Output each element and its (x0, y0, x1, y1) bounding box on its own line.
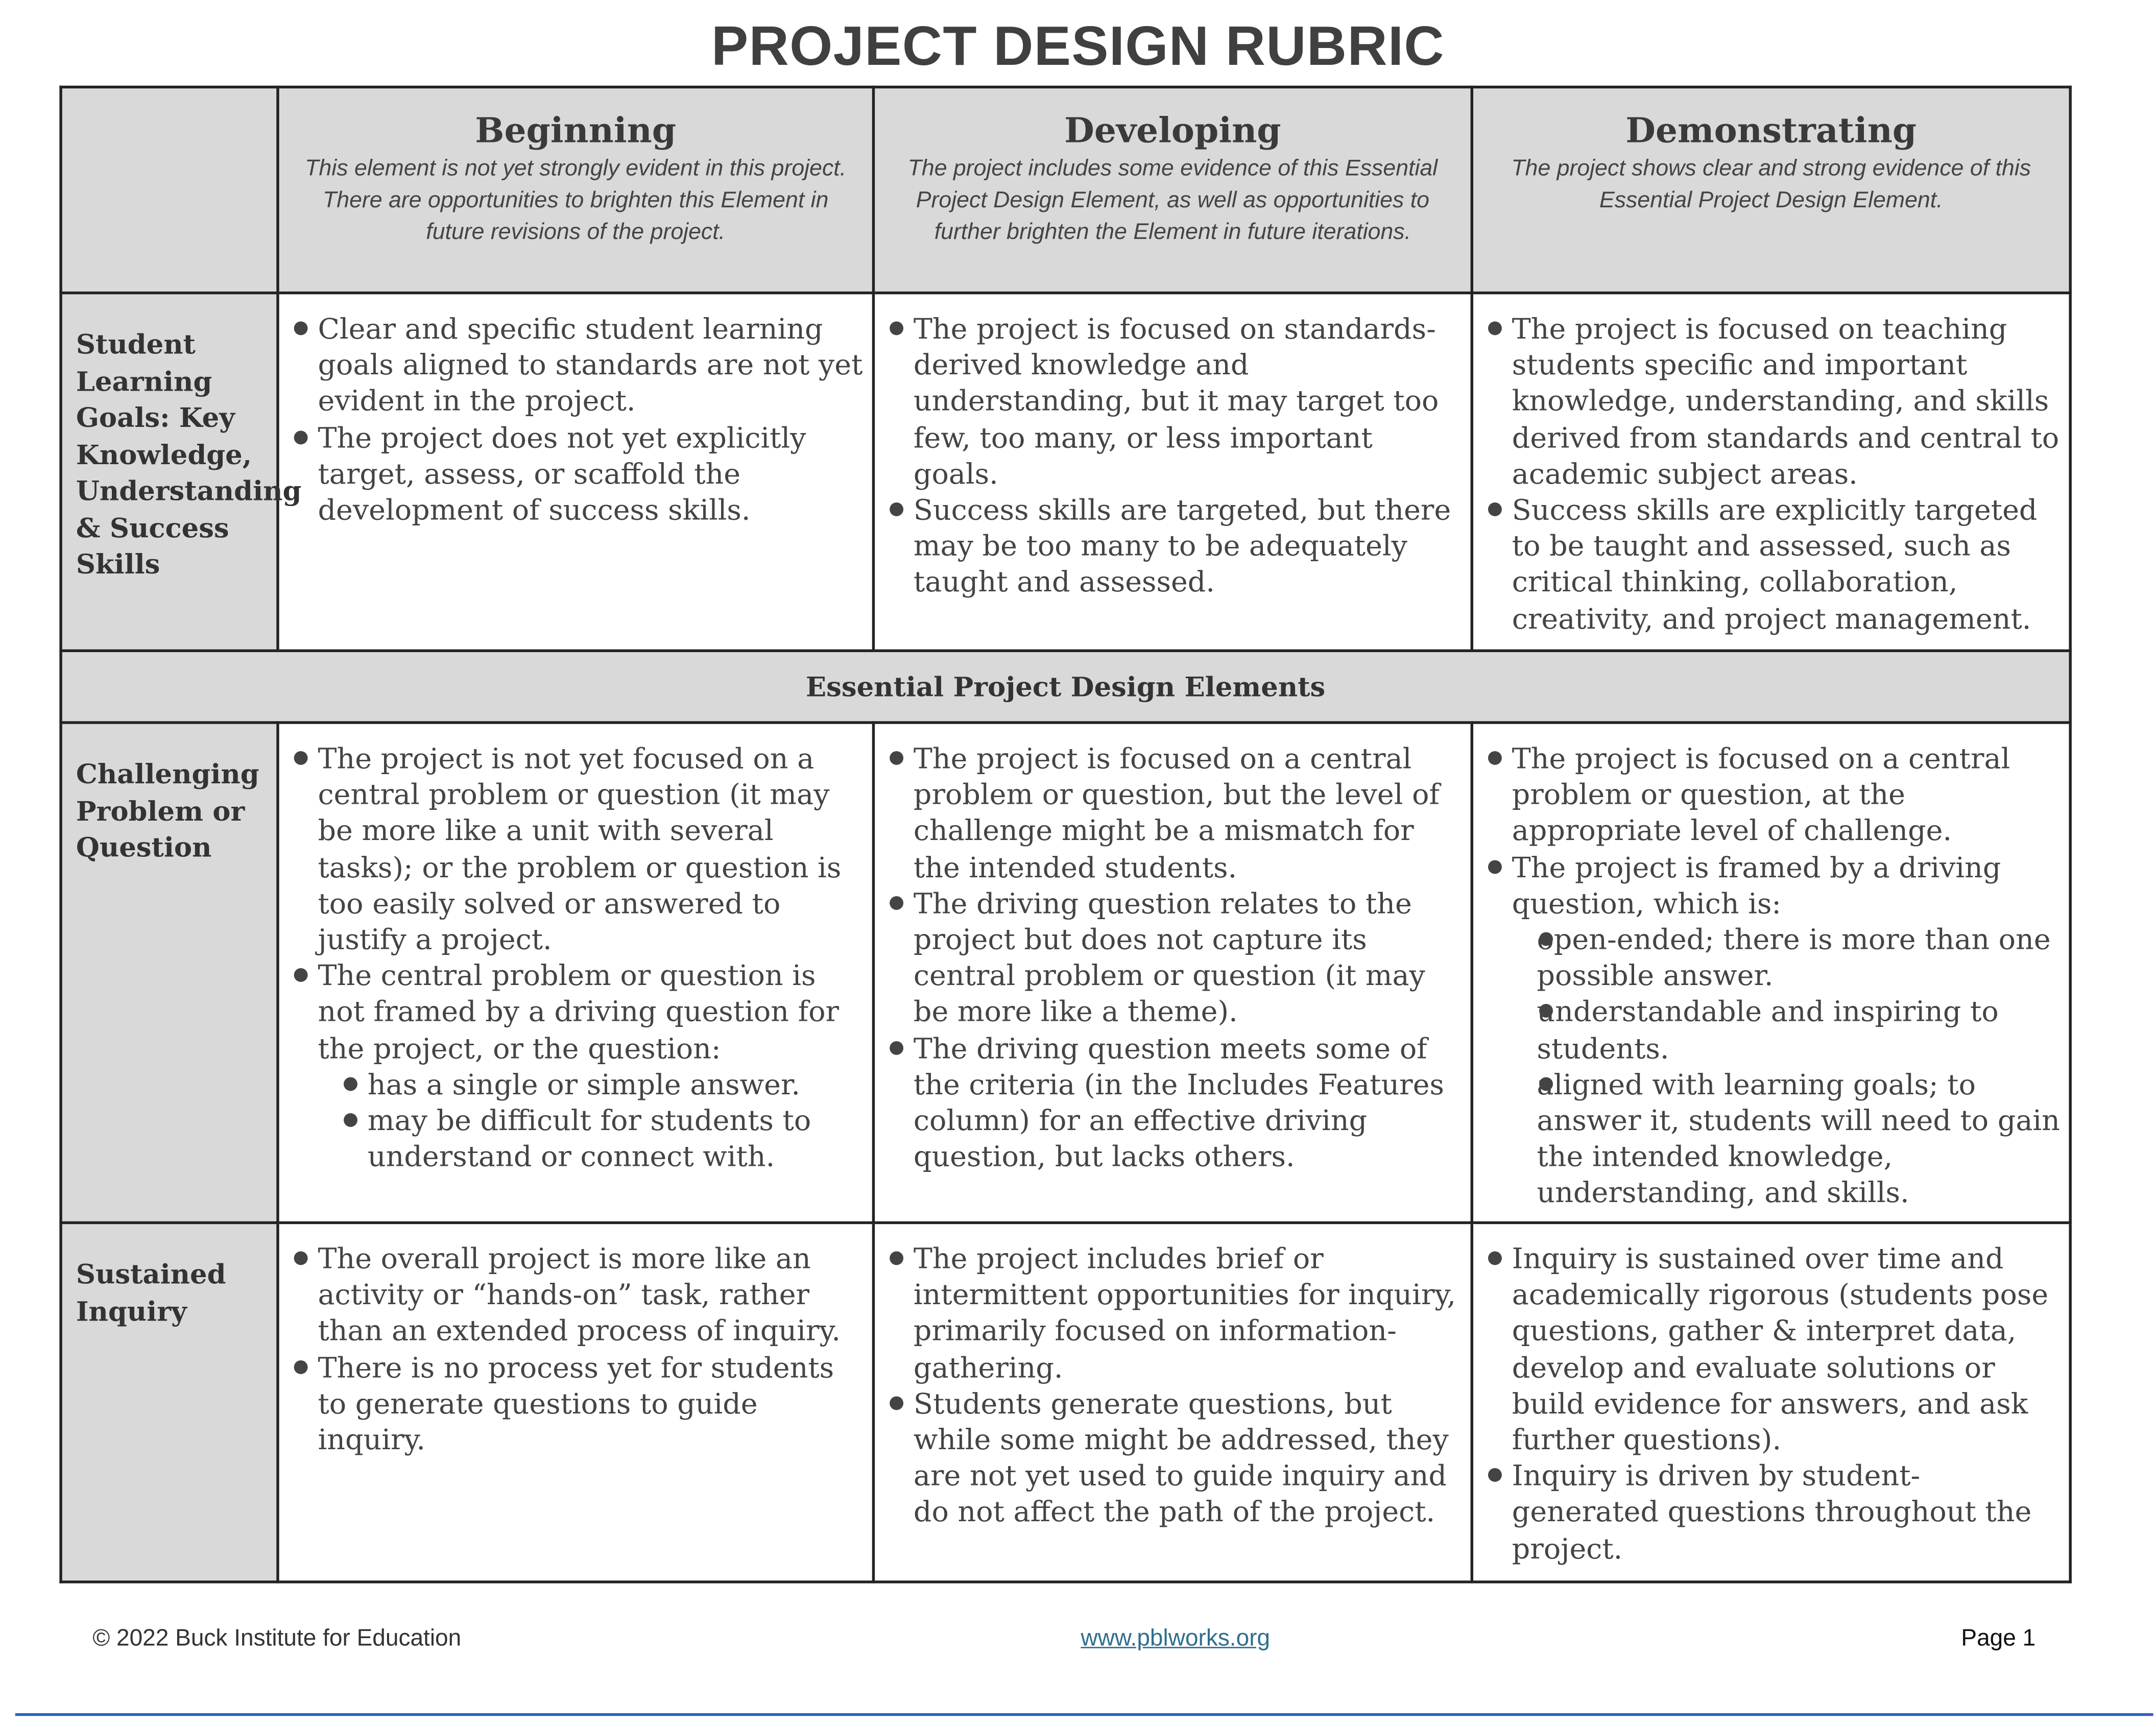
header-row (61, 87, 2070, 293)
sub-list-item: ● aligned with learning goals; to answer it, students will need to gain the intended knowledge, understanding, and skills. (1487, 1066, 2061, 1211)
page-number: Page 1 (1961, 1624, 2036, 1651)
sub-list-item: ● may be difficult for students to understand or connect with. (293, 1102, 864, 1175)
column-header-developing (873, 87, 1472, 293)
column-heading: Developing (1064, 110, 1281, 151)
list-item: ● The project includes brief or intermittent opportunities for inquiry, primarily focused on information-gathering. (889, 1241, 1462, 1386)
list-item: ● Inquiry is driven by student-generated questions throughout the project. (1487, 1458, 2061, 1567)
table-row (61, 723, 2070, 1222)
sub-list-item: ● understandable and inspiring to students. (1487, 994, 2061, 1066)
cell-developing (873, 293, 1472, 651)
list-item: ● The driving question relates to the project but does not capture its central problem or question (it may be more like a theme). (889, 885, 1462, 1030)
list-item: ● The driving question meets some of the criteria (in the Includes Features column) for an effective driving question, but lacks others. (889, 1030, 1462, 1175)
column-heading: Beginning (475, 110, 677, 151)
row-label: Challenging Problem or Question (61, 723, 278, 1222)
list-item: ● The project is focused on a central problem or question, at the appropriate level of challenge. (1487, 740, 2061, 849)
list-item: ● The project is not yet focused on a central problem or question (it may be more like a unit with several tasks); or the problem or question is too easily solved or answered to justify a project. (293, 740, 864, 957)
list-item: ● The overall project is more like an activity or “hands-on” task, rather than an extended process of inquiry. (293, 1241, 864, 1350)
corner-cell (61, 87, 278, 293)
list-item: ● The project is focused on a central problem or question, but the level of challenge might be a mismatch for the intended students. (889, 740, 1462, 885)
list-item: ● Success skills are targeted, but there may be too many to be adequately taught and assessed. (889, 492, 1462, 601)
list-item: ● Success skills are explicitly targeted to be taught and assessed, such as critical thinking, collaboration, creativity, and project management. (1487, 492, 2061, 637)
row-label: Student Learning Goals: Key Knowledge, Understanding & Success Skills (61, 293, 278, 651)
table-row (61, 1222, 2070, 1581)
list-item: ● Clear and specific student learning goals aligned to standards are not yet evident in the project. (293, 311, 864, 420)
section-banner: Essential Project Design Elements (61, 651, 2070, 723)
cell-developing (873, 1222, 1472, 1581)
banner-row (61, 651, 2070, 723)
cell-beginning (278, 293, 873, 651)
table-row (61, 293, 2070, 651)
cell-beginning (278, 723, 873, 1222)
footer-copyright: © 2022 Buck Institute for Education (92, 1624, 462, 1651)
list-item: ● The project is focused on teaching students specific and important knowledge, understanding, and skills derived from standards and central to academic subject areas. (1487, 311, 2061, 492)
footer-link[interactable]: www.pblworks.org (1081, 1624, 1271, 1651)
cell-demonstrating (1472, 293, 2070, 651)
list-item: ● The project does not yet explicitly target, assess, or scaffold the development of success skills. (293, 419, 864, 528)
row-label: Sustained Inquiry (61, 1222, 278, 1581)
column-heading: Demonstrating (1625, 110, 1917, 151)
cell-developing (873, 723, 1472, 1222)
sub-list-item: ● open-ended; there is more than one possible answer. (1487, 922, 2061, 994)
cell-beginning (278, 1222, 873, 1581)
list-item: ● Students generate questions, but while some might be addressed, they are not yet used to guide inquiry and do not affect the path of the project. (889, 1385, 1462, 1530)
page-divider (15, 1713, 2153, 1716)
column-header-demonstrating (1472, 87, 2070, 293)
list-item: ● Inquiry is sustained over time and academically rigorous (students pose questions, gather & interpret data, develop and evaluate solutions or build evidence for answers, and ask further questions). (1487, 1241, 2061, 1458)
list-item: ● The project is focused on standards-derived knowledge and understanding, but it may target too few, too many, or less important goals. (889, 311, 1462, 492)
cell-demonstrating (1472, 1222, 2070, 1581)
page-title: PROJECT DESIGN RUBRIC (711, 16, 1445, 78)
list-item: ● There is no process yet for students to generate questions to guide inquiry. (293, 1349, 864, 1458)
rubric-table (59, 86, 2072, 1584)
column-header-beginning (278, 87, 873, 293)
column-description: This element is not yet strongly evident in this project. There are opportunities to brighten this Element in future revisions of the project. (305, 156, 847, 245)
sub-list-item: ● has a single or simple answer. (293, 1066, 864, 1102)
list-item: ● The project is framed by a driving question, which is: (1487, 849, 2061, 922)
cell-demonstrating (1472, 723, 2070, 1222)
list-item: ● The central problem or question is not framed by a driving question for the project, or the question: (293, 958, 864, 1067)
column-description: The project shows clear and strong evidence of this Essential Project Design Element. (1511, 156, 2031, 213)
column-description: The project includes some evidence of this Essential Project Design Element, as well as opportunities to further brighten the Element in future iterations. (907, 156, 1438, 245)
